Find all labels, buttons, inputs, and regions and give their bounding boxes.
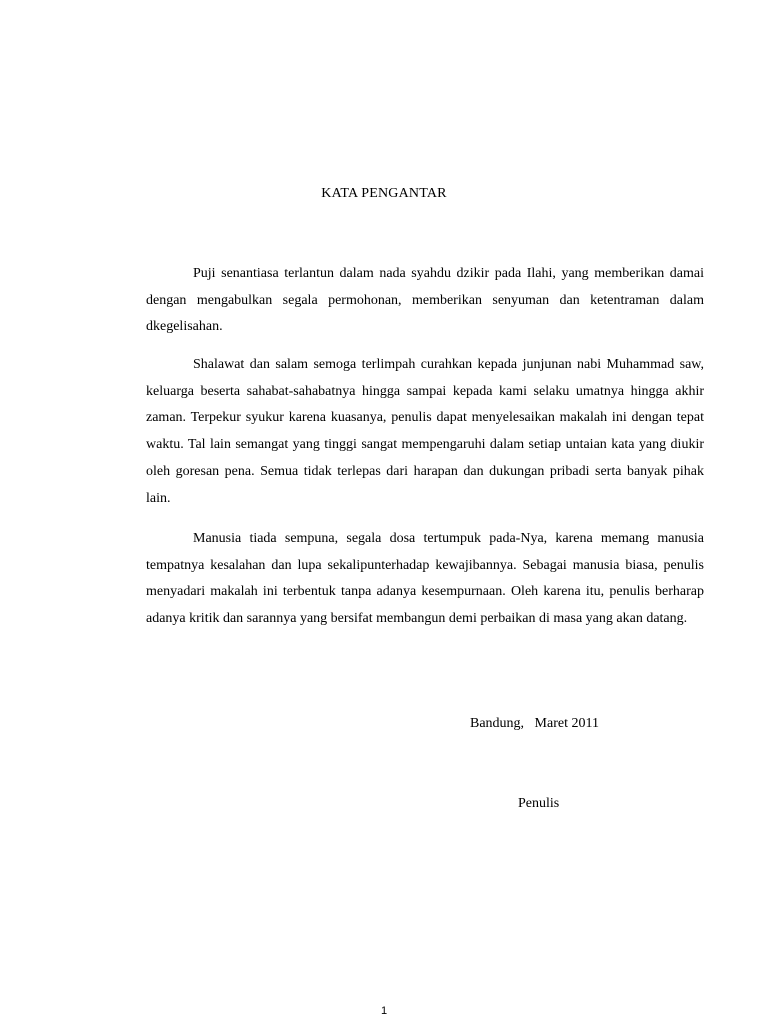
- page-number: 1: [380, 1005, 388, 1017]
- paragraph-text: Puji senantiasa terlantun dalam nada syahdu dzikir pada Ilahi, yang memberikan damai dengan mengabulkan segala permohonan, memberikan senyuman dan ketentraman dalam dkegelisahan.: [146, 266, 704, 335]
- place-date: Bandung, Maret 2011: [470, 716, 599, 731]
- paragraph-2: [146, 352, 704, 512]
- signer-name: Penulis: [518, 796, 560, 811]
- page-title: KATA PENGANTAR: [321, 186, 447, 201]
- paragraph-3: [146, 526, 704, 633]
- paragraph-1: [146, 261, 704, 341]
- paragraph-text: Manusia tiada sempuna, segala dosa tertumpuk pada-Nya, karena memang manusia tempatnya kesalahan dan lupa sekalipunterhadap kewajibannya. Sebagai manusia biasa, penulis menyadari makalah ini terbentuk tanpa adanya kesempurnaan. Oleh karena itu, penulis berharap adanya kritik dan sarannya yang bersifat membangun demi perbaikan di masa yang akan datang.: [146, 531, 704, 627]
- paragraph-text: Shalawat dan salam semoga terlimpah curahkan kepada junjunan nabi Muhammad saw, keluarga beserta sahabat-sahabatnya hingga sampai kepada kami selaku umatnya hingga akhir zaman. Terpekur syukur karena kuasanya, penulis dapat menyelesaikan makalah ini dengan tepat waktu. Tal lain semangat yang tinggi sangat mempengaruhi dalam setiap untaian kata yang diukir oleh goresan pena. Semua tidak terlepas dari harapan dan dukungan pribadi serta banyak pihak lain.: [146, 357, 704, 506]
